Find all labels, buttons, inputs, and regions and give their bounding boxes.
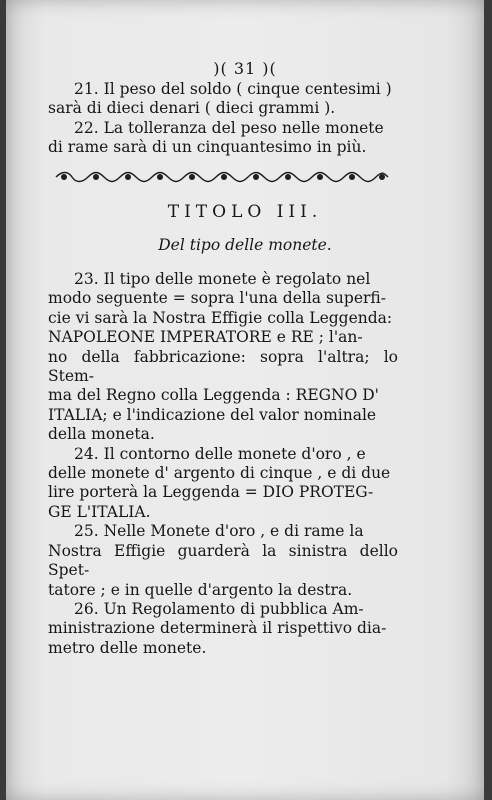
- ornament-icon: [54, 170, 390, 184]
- article-line: 26. Un Regolamento di pubblica Am-: [74, 599, 364, 618]
- article-line: metro delle monete.: [48, 638, 207, 657]
- decorative-ornament-band: [54, 170, 390, 184]
- section-title: TITOLO III.: [167, 202, 323, 222]
- article-line: 22. La tolleranza del peso nelle monete: [74, 118, 384, 137]
- article-23: [48, 270, 398, 445]
- section-subtitle: Del tipo delle monete.: [158, 236, 332, 254]
- article-line: 21. Il peso del soldo ( cinque centesimi ): [74, 80, 392, 98]
- article-line: cie vi sarà la Nostra Effigie colla Leggenda:: [48, 308, 393, 327]
- articles-top: [48, 80, 398, 158]
- book-page: [6, 0, 484, 800]
- article-line: GE L'ITALIA.: [48, 502, 151, 521]
- articles-main: [48, 270, 398, 658]
- article-line: delle monete d' argento di cinque , e di due: [48, 464, 391, 483]
- article-line: ITALIA; e l'indicazione del valor nominale: [48, 405, 377, 424]
- article-line: ministrazione determinerà il rispettivo dia-: [48, 619, 387, 638]
- article-line: ma del Regno colla Leggenda : REGNO D': [48, 386, 379, 405]
- article-line: no della fabbricazione: sopra l'altra; lo Stem-: [48, 347, 398, 386]
- article-line: tatore ; e in quelle d'argento la destra.: [48, 580, 353, 599]
- article-line: della moneta.: [48, 425, 155, 444]
- article-26: [48, 600, 398, 658]
- article-line: 24. Il contorno delle monete d'oro , e: [74, 444, 366, 463]
- article-line: 25. Nelle Monete d'oro , e di rame la: [74, 522, 364, 541]
- article-22: [48, 119, 398, 158]
- article-line: NAPOLEONE IMPERATORE e RE ; l'an-: [48, 328, 363, 347]
- article-line: 23. Il tipo delle monete è regolato nel: [74, 270, 371, 288]
- article-line: di rame sarà di un cinquantesimo in più.: [48, 138, 367, 157]
- article-24: [48, 445, 398, 523]
- article-line: Nostra Effigie guarderà la sinistra dello Spet-: [48, 541, 398, 580]
- page-number: )( 31 )(: [213, 59, 277, 78]
- article-line: modo seguente = sopra l'una della superfi-: [48, 289, 386, 308]
- article-21: [48, 80, 398, 119]
- article-line: sarà di dieci denari ( dieci grammi ).: [48, 99, 336, 118]
- article-25: [48, 522, 398, 600]
- article-line: lire porterà la Leggenda = DIO PROTEG-: [48, 483, 374, 502]
